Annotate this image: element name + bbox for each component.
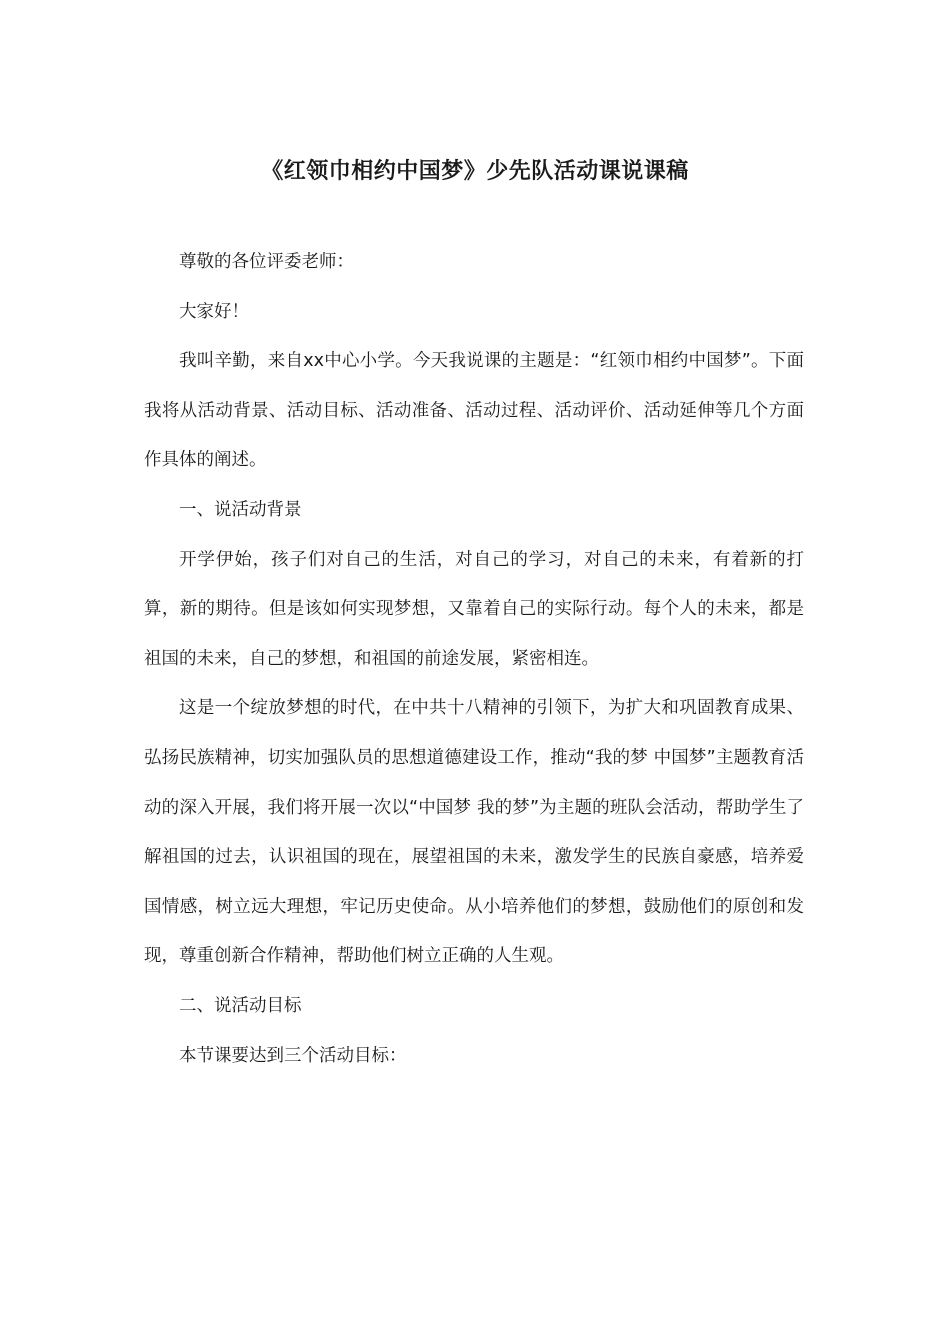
paragraph-background-2: 这是一个绽放梦想的时代，在中共十八精神的引领下，为扩大和巩固教育成果、弘扬民族精神，切实加强队员的思想道德建设工作，推动“我的梦 中国梦”主题教育活动的深入开展，我们将开展一次以“中国梦 我的梦”为主题的班队会活动，帮助学生了解祖国的过去，认识祖国的现在，展望祖国的未来，激发学生的民族自豪感，培养爱国情感，树立远大理想，牢记历史使命。从小培养他们的梦想，鼓励他们的原创和发现，尊重创新合作精神，帮助他们树立正确的人生观。 <box>144 698 804 967</box>
paragraph-background-1: 开学伊始，孩子们对自己的生活，对自己的学习，对自己的未来，有着新的打算，新的期待。但是该如何实现梦想，又靠着自己的实际行动。每个人的未来，都是祖国的未来，自己的梦想，和祖国的前途发展，紧密相连。 <box>144 549 804 669</box>
paragraph-salutation: 尊敬的各位评委老师： <box>179 252 354 272</box>
paragraph-objectives-intro: 本节课要达到三个活动目标： <box>179 1045 407 1066</box>
document-title: 《红领巾相约中国梦》少先队活动课说课稿 <box>261 159 689 184</box>
document-body <box>144 238 804 1081</box>
section-heading-background: 一、说活动背景 <box>179 499 302 520</box>
section-heading-objectives: 二、说活动目标 <box>179 995 302 1016</box>
paragraph-introduction: 我叫辛勤，来自xx中心小学。今天我说课的主题是：“红领巾相约中国梦”。下面我将从活动背景、活动目标、活动准备、活动过程、活动评价、活动延伸等几个方面作具体的阐述。 <box>144 351 804 471</box>
paragraph-greeting: 大家好！ <box>179 301 249 322</box>
